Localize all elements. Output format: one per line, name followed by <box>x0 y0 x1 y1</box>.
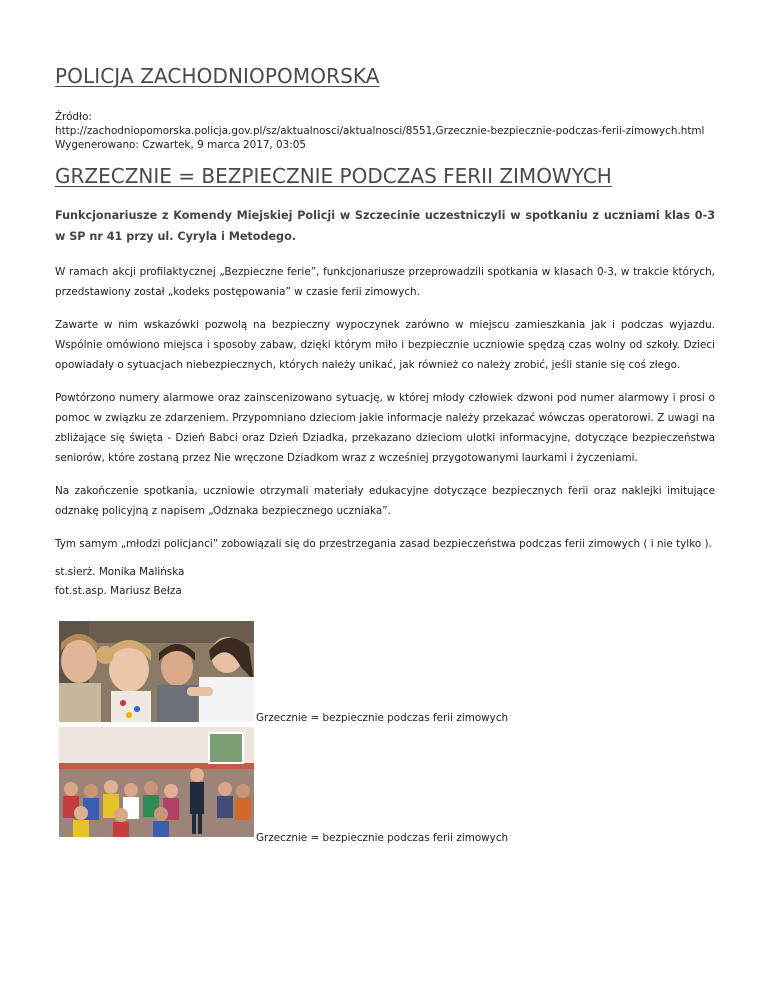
article-paragraph: Tym samym „młodzi policjanci” zobowiązali się do przestrzegania zasad bezpieczeństwa podczas ferii zimowych ( i nie tylko ). <box>55 538 712 550</box>
document-meta <box>55 110 704 152</box>
photo-caption: Grzecznie = bezpiecznie podczas ferii zimowych <box>256 832 509 844</box>
generated-timestamp: Wygenerowano: Czwartek, 9 marca 2017, 03:05 <box>55 139 306 151</box>
photo-credit: fot.st.asp. Mariusz Bełza <box>55 585 182 597</box>
article-lead: Funkcjonariusze z Komendy Miejskiej Policji w Szczecinie uczestniczyli w spotkaniu z uczniami klas 0-3 w SP nr 41 przy ul. Cyryla i Metodego. <box>55 209 715 243</box>
photo-children-with-officer-icon[interactable] <box>59 621 254 722</box>
article-body <box>55 262 715 567</box>
article-paragraph: Na zakończenie spotkania, uczniowie otrzymali materiały edukacyjne dotyczące bezpiecznych ferii oraz naklejki imitujące odznakę policyjną z napisem „Odznaka bezpiecznego uczniaka”. <box>55 485 715 517</box>
photo-caption: Grzecznie = bezpiecznie podczas ferii zimowych <box>256 712 509 724</box>
site-title[interactable]: POLICJA ZACHODNIOPOMORSKA <box>55 64 380 88</box>
article-paragraph: W ramach akcji profilaktycznej „Bezpieczne ferie”, funkcjonariusze przeprowadzili spotkania w klasach 0-3, w trakcie których, przedstawiony został „kodeks postępowania” w czasie ferii zimowych. <box>55 266 715 298</box>
article-paragraph: Zawarte w nim wskazówki pozwolą na bezpieczny wypoczynek zarówno w miejscu zamieszkania jak i podczas wyjazdu. Wspólnie omówiono miejsca i sposoby zabaw, dzięki którym miło i bezpiecznie uczniowie spędzą czas wolny od szkoły. Dzieci opowiadały o sytuacjach niebezpiecznych, których należy unikać, jak również co należy zrobić, jeśli stanie się coś złego. <box>55 319 715 371</box>
photo-classroom-meeting-icon[interactable] <box>59 727 254 837</box>
source-label: Źródło: <box>55 111 92 123</box>
article-paragraph: Powtórzono numery alarmowe oraz zainscenizowano sytuację, w której młody człowiek dzwoni pod numer alarmowy i prosi o pomoc w związku ze zdarzeniem. Przypomniano dzieciom jakie informacje należy przekazać wówczas operatorowi. Z uwagi na zbliżające się święta - Dzień Babci oraz Dzień Dziadka, przekazano dzieciom ulotki informacyjne, dotyczące bezpieczeństwa seniorów, które zostaną przez Nie wręczone Dziadkom wraz z wcześniej przygotowanymi laurkami i życzeniami. <box>55 392 715 464</box>
article-title[interactable]: GRZECZNIE = BEZPIECZNIE PODCZAS FERII ZIMOWYCH <box>55 164 612 188</box>
author-name: st.sierż. Monika Malińska <box>55 566 185 578</box>
article-author-block <box>55 563 184 601</box>
source-url[interactable]: http://zachodniopomorska.policja.gov.pl/sz/aktualnosci/aktualnosci/8551,Grzecznie-bezpiecznie-podczas-ferii-zimowych.html <box>55 125 705 137</box>
